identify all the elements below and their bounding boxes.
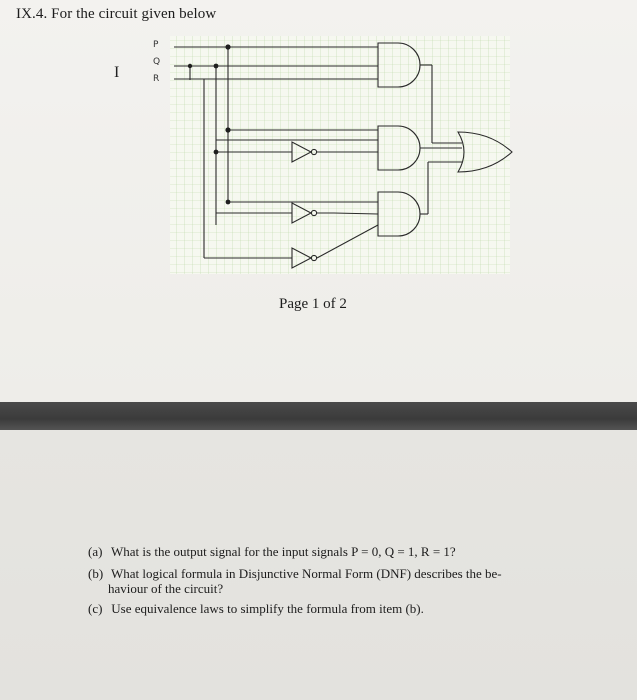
question-a-letter: (a) [88, 544, 103, 559]
input-label-r: R [153, 74, 160, 84]
page-bottom-sheet [0, 430, 637, 700]
junction-dot [226, 200, 231, 205]
input-label-q: Q [153, 57, 161, 67]
question-c [88, 601, 618, 616]
question-b-continuation: haviour of the circuit? [108, 581, 224, 596]
question-a-text: What is the output signal for the input signals P = 0, Q = 1, R = 1? [111, 544, 456, 559]
page-divider [0, 402, 637, 430]
input-label-p: P [153, 40, 159, 50]
junction-dot [214, 64, 219, 69]
problem-title: IX.4. For the circuit given below [16, 6, 217, 22]
question-c-text: Use equivalence laws to simplify the formula from item (b). [111, 601, 424, 616]
junction-dot [188, 64, 192, 68]
junction-dot [214, 150, 219, 155]
page-number: Page 1 of 2 [279, 296, 347, 312]
question-b-letter: (b) [88, 566, 104, 581]
junction-dot [225, 127, 230, 132]
question-a [88, 544, 618, 559]
junction-dot [225, 44, 230, 49]
inputs-label: I [114, 64, 120, 81]
question-b [88, 566, 618, 581]
question-c-letter: (c) [88, 601, 103, 616]
question-b-text: What logical formula in Disjunctive Normal Form (DNF) describes the be- [111, 566, 502, 581]
